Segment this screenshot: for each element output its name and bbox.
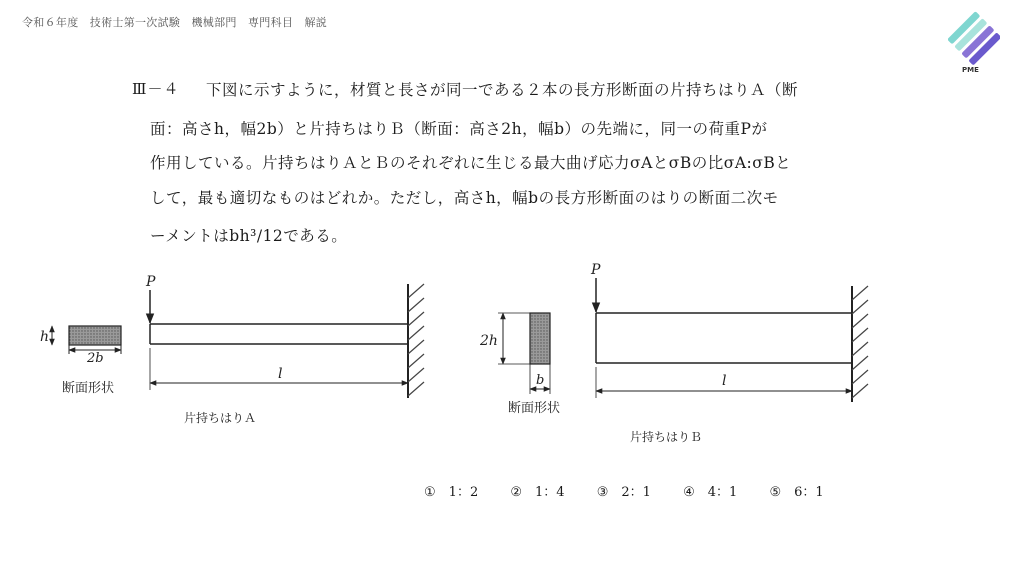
question-line-2: 面：高さh，幅2b）と片持ちはりＢ（断面：高さ2h，幅b）の先端に，同一の荷重Pが xyxy=(150,120,768,138)
question-number: Ⅲ－４ xyxy=(132,80,180,98)
section-a-height-label: h xyxy=(40,329,50,345)
answer-options xyxy=(424,481,852,500)
beam-a xyxy=(145,274,424,425)
section-a-caption: 断面形状 xyxy=(62,381,115,396)
beam-b-load-label: P xyxy=(591,262,601,278)
question-line-5: ーメントはbh³/12である。 xyxy=(150,227,348,245)
section-a-width-label: 2b xyxy=(87,351,104,366)
logo-text: PME xyxy=(962,66,979,74)
option-3[interactable]: ③ 2：1 xyxy=(596,485,651,500)
beam-a-caption: 片持ちはりＡ xyxy=(184,411,257,425)
beam-a-length-label: l xyxy=(278,366,283,382)
question-line-3: 作用している。片持ちはりＡとＢのそれぞれに生じる最大曲げ応力σAとσBの比σA:σBと xyxy=(150,154,792,172)
beam-a-load-label: P xyxy=(146,274,156,290)
option-4[interactable]: ④ 4：1 xyxy=(683,485,738,500)
option-2[interactable]: ② 1：4 xyxy=(510,485,565,500)
section-b-height-label: 2h xyxy=(480,333,498,349)
page-header: 令和６年度 技術士第一次試験 機械部門 専門科目 解説 xyxy=(22,16,328,29)
section-b-width-label: b xyxy=(536,373,545,388)
beam-b-caption: 片持ちはりＢ xyxy=(630,430,703,444)
question-line-4: して，最も適切なものはどれか。ただし，高さh，幅bの長方形断面のはりの断面二次モ xyxy=(150,189,779,207)
option-5[interactable]: ⑤ 6：1 xyxy=(769,485,824,500)
option-1[interactable]: ① 1：2 xyxy=(424,485,479,500)
section-a xyxy=(40,326,121,396)
question-line-1: 下図に示すように，材質と長さが同一である２本の長方形断面の片持ちはりＡ（断 xyxy=(206,81,799,99)
section-b-caption: 断面形状 xyxy=(508,401,561,416)
beam-b xyxy=(590,262,868,444)
section-b xyxy=(479,313,560,416)
beam-b-length-label: l xyxy=(722,373,727,389)
